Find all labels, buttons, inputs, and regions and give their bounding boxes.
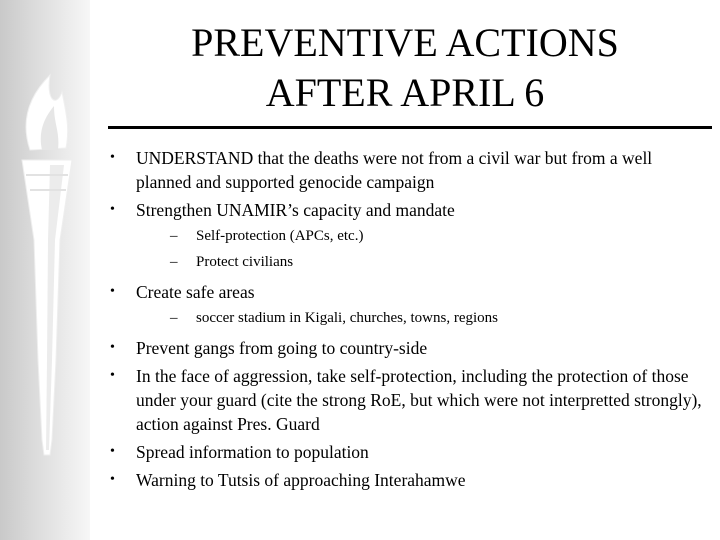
bullet-text: Strengthen UNAMIR’s capacity and mandate xyxy=(136,200,455,220)
slide-title xyxy=(100,18,710,118)
sub-item-text: soccer stadium in Kigali, churches, towns, regions xyxy=(196,310,499,326)
bullet-icon: • xyxy=(110,368,115,383)
bullet-text: Create safe areas xyxy=(136,282,255,302)
bullet-text: Spread information to population xyxy=(136,442,369,462)
bullet-item-gangs xyxy=(108,336,708,360)
sub-item xyxy=(136,308,708,328)
bullet-text: UNDERSTAND that the deaths were not from a civil war but from a well planned and supported genocide campaign xyxy=(136,148,653,192)
dash-icon: – xyxy=(170,310,178,326)
bullet-item-spread-info xyxy=(108,440,708,464)
sidebar-gradient xyxy=(0,0,90,540)
bullet-item-self-protection xyxy=(108,364,708,436)
title-divider xyxy=(108,126,712,129)
title-line-1: PREVENTIVE ACTIONS xyxy=(191,20,619,65)
dash-icon: – xyxy=(170,228,178,244)
bullet-icon: • xyxy=(110,284,115,299)
bullet-list xyxy=(108,146,708,496)
bullet-item-strengthen xyxy=(108,198,708,272)
bullet-icon: • xyxy=(110,340,115,355)
bullet-text: Prevent gangs from going to country-side xyxy=(136,338,428,358)
bullet-item-understand xyxy=(108,146,708,194)
torch-flame-icon xyxy=(0,0,90,540)
sub-item xyxy=(136,226,708,246)
bullet-item-warning xyxy=(108,468,708,492)
sub-item-text: Self-protection (APCs, etc.) xyxy=(196,228,364,244)
bullet-icon: • xyxy=(110,444,115,459)
sub-item xyxy=(136,252,708,272)
bullet-item-safe-areas xyxy=(108,280,708,328)
bullet-icon: • xyxy=(110,150,115,165)
dash-icon: – xyxy=(170,254,178,270)
bullet-text: In the face of aggression, take self-protection, including the protection of those under your guard (cite the strong RoE, but which were not interpretted strongly), action against Pres. Guard xyxy=(136,366,702,434)
sub-item-text: Protect civilians xyxy=(196,254,294,270)
bullet-icon: • xyxy=(110,472,115,487)
bullet-icon: • xyxy=(110,202,115,217)
title-line-2: AFTER APRIL 6 xyxy=(265,70,545,115)
bullet-text: Warning to Tutsis of approaching Interahamwe xyxy=(136,470,466,490)
sub-list xyxy=(136,308,708,328)
sub-list xyxy=(136,226,708,272)
